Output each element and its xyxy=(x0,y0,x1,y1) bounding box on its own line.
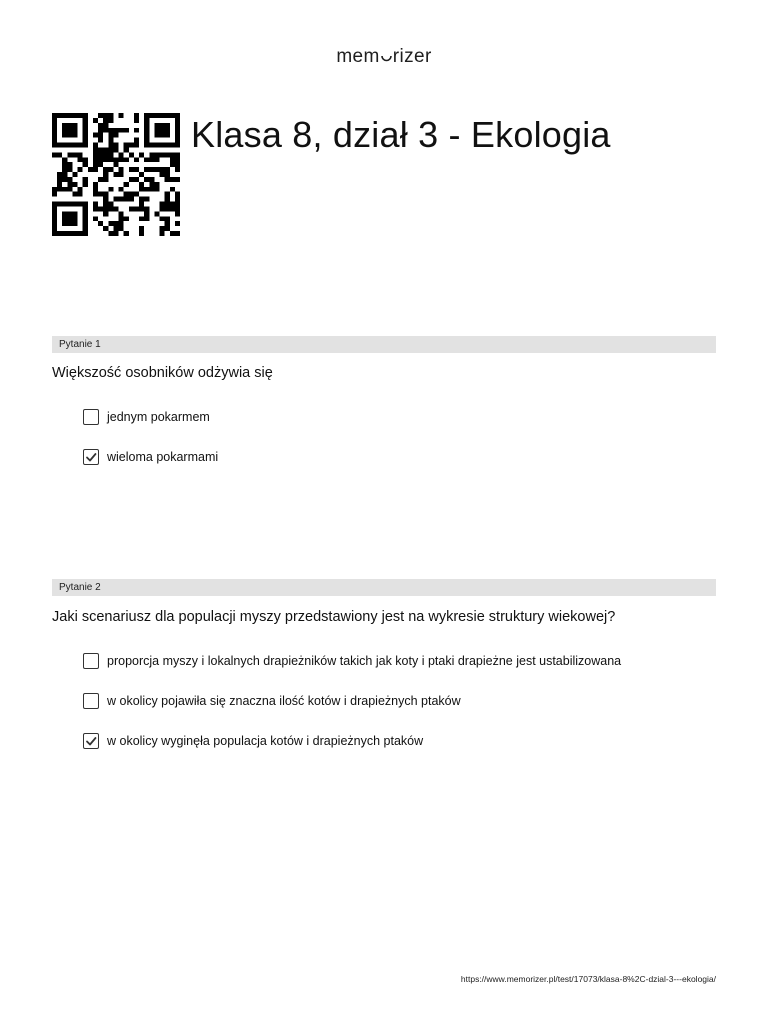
checkbox-checked[interactable] xyxy=(83,449,99,465)
footer-url[interactable]: https://www.memorizer.pl/test/17073/klasa-8%2C-dzial-3---ekologia/ xyxy=(460,974,716,984)
logo-o-mark-icon xyxy=(381,48,392,58)
question-2-option-2[interactable] xyxy=(83,691,461,711)
option-label: wieloma pokarmami xyxy=(107,450,219,464)
question-2-text: Jaki scenariusz dla populacji myszy przedstawiony jest na wykresie struktury wiekowej? xyxy=(52,609,616,625)
checkbox[interactable] xyxy=(83,409,99,425)
checkbox-checked[interactable] xyxy=(83,733,99,749)
qr-code-icon xyxy=(52,113,180,236)
option-label: w okolicy pojawiła się znaczna ilość kotów i drapieżnych ptaków xyxy=(107,694,461,708)
checkbox[interactable] xyxy=(83,653,99,669)
checkmark-icon xyxy=(85,451,97,463)
option-label: proporcja myszy i lokalnych drapieżników takich jak koty i ptaki drapieżne jest ustabilizowana xyxy=(107,654,622,668)
checkbox[interactable] xyxy=(83,693,99,709)
question-1-option-1[interactable] xyxy=(83,407,210,427)
logo-text-left: mem xyxy=(336,46,380,67)
logo-text-right: rizer xyxy=(392,46,432,67)
option-label: jednym pokarmem xyxy=(107,410,210,424)
question-1-text: Większość osobników odżywia się xyxy=(52,365,273,381)
question-2-header: Pytanie 2 xyxy=(52,579,716,596)
question-1-header: Pytanie 1 xyxy=(52,336,716,353)
question-1-option-2[interactable] xyxy=(83,447,218,467)
question-2-option-3[interactable] xyxy=(83,731,423,751)
checkmark-icon xyxy=(85,735,97,747)
option-label: w okolicy wyginęła populacja kotów i drapieżnych ptaków xyxy=(107,734,424,748)
page-title: Klasa 8, dział 3 - Ekologia xyxy=(191,114,611,155)
question-2-option-1[interactable] xyxy=(83,651,621,671)
memorizer-logo xyxy=(0,46,768,68)
